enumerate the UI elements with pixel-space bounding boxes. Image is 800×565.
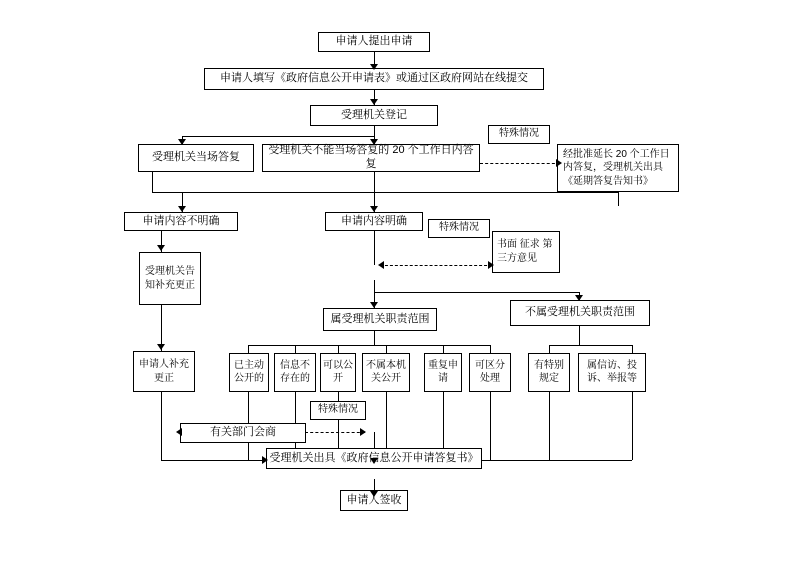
node-already-public[interactable]: 已主动公开的 [229, 353, 269, 392]
connector-n9-down-b [374, 280, 375, 292]
node-can-disclose[interactable]: 可以公开 [320, 353, 356, 392]
node-info-not-exist[interactable]: 信息不存在的 [274, 353, 316, 392]
node-applicant-sign[interactable]: 申请人签收 [340, 490, 408, 511]
node-agency-reply-document[interactable]: 受理机关出具《政府信息公开申请答复书》 [266, 448, 482, 469]
arrowhead [370, 302, 378, 308]
node-special-case-3[interactable]: 特殊情况 [310, 401, 366, 420]
node-third-party-opinion[interactable]: 书面 征求 第三方意见 [492, 231, 560, 273]
bus-h-3 [374, 292, 579, 293]
bus-h-4 [248, 345, 491, 346]
connector-bus4-n20 [443, 345, 444, 353]
connector-n15-down [161, 392, 162, 460]
connector-bus5-n22 [549, 345, 550, 353]
node-request-clear[interactable]: 申请内容明确 [325, 212, 423, 231]
connector-n5-n7-dashed [480, 163, 560, 164]
connector-n14-bus5 [579, 326, 580, 345]
connector-n23-down [632, 392, 633, 460]
node-special-case-1[interactable]: 特殊情况 [488, 125, 550, 144]
connector-n4-bus2 [152, 172, 153, 192]
connector-n3-bus [374, 126, 375, 136]
arrowhead [370, 139, 378, 145]
arrowhead [178, 206, 186, 212]
connector-n9-third-party-dashed [380, 265, 492, 266]
node-applicant-correction[interactable]: 申请人补充更正 [133, 351, 195, 392]
arrowhead [488, 261, 494, 269]
node-special-case-2[interactable]: 特殊情况 [428, 219, 490, 238]
node-petition-complaint[interactable]: 属信访、投诉、举报等 [578, 353, 646, 392]
arrowhead [157, 245, 165, 251]
arrowhead [370, 491, 378, 497]
connector-n5-bus2 [374, 172, 375, 192]
connector-n21-down [490, 392, 491, 460]
bus-h-1 [182, 136, 375, 137]
node-applicant-submit[interactable]: 申请人提出申请 [318, 32, 430, 52]
node-fill-application-form[interactable]: 申请人填写《政府信息公开申请表》或通过区政府网站在线提交 [204, 68, 544, 90]
arrowhead [378, 261, 384, 269]
connector-bus4-n16 [248, 345, 249, 353]
arrowhead [370, 206, 378, 212]
node-20day-reply[interactable]: 受理机关不能当场答复的 20 个工作日内答复 [262, 144, 480, 172]
arrowhead [370, 458, 378, 464]
connector-n25-n26-dashed [305, 432, 365, 433]
connector-n24-down [338, 420, 339, 432]
node-onsite-reply[interactable]: 受理机关当场答复 [138, 144, 254, 172]
node-special-provision[interactable]: 有特别规定 [528, 353, 570, 392]
node-request-unclear[interactable]: 申请内容不明确 [124, 212, 238, 231]
node-duplicate-request[interactable]: 重复申请 [424, 353, 462, 392]
node-not-this-agency[interactable]: 不属本机关公开 [362, 353, 410, 392]
arrowhead [157, 344, 165, 350]
connector-n22-down [549, 392, 550, 460]
node-agency-notify-correction[interactable]: 受理机关告知补充更正 [139, 252, 201, 305]
bus-h-2 [152, 192, 619, 193]
connector-bus4-n19 [386, 345, 387, 353]
node-separable-handling[interactable]: 可区分处理 [469, 353, 511, 392]
arrowhead [176, 428, 182, 436]
node-within-agency-duty[interactable]: 属受理机关职责范围 [323, 308, 437, 331]
arrowhead [370, 99, 378, 105]
arrowhead [178, 139, 186, 145]
connector-n9-down-a [374, 231, 375, 265]
connector-n7-down [618, 192, 619, 206]
node-outside-agency-duty[interactable]: 不属受理机关职责范围 [510, 300, 650, 326]
node-departments-consult[interactable]: 有关部门会商 [180, 423, 306, 443]
arrowhead [575, 295, 583, 301]
arrowhead [370, 64, 378, 70]
node-agency-registration[interactable]: 受理机关登记 [310, 105, 438, 126]
connector-n13-bus4 [374, 331, 375, 345]
node-extended-reply-notice[interactable]: 经批准延长 20 个工作日内答复，受理机关出具《延期答复告知书》 [557, 144, 679, 192]
arrowhead [360, 428, 366, 436]
arrowhead [556, 159, 562, 167]
arrowhead [262, 456, 268, 464]
connector-bus4-n21 [490, 345, 491, 353]
connector-bus4-n18 [338, 345, 339, 353]
connector-bus5-n23 [632, 345, 633, 353]
bus-h-5 [549, 345, 632, 346]
connector-bus4-n17 [295, 345, 296, 353]
